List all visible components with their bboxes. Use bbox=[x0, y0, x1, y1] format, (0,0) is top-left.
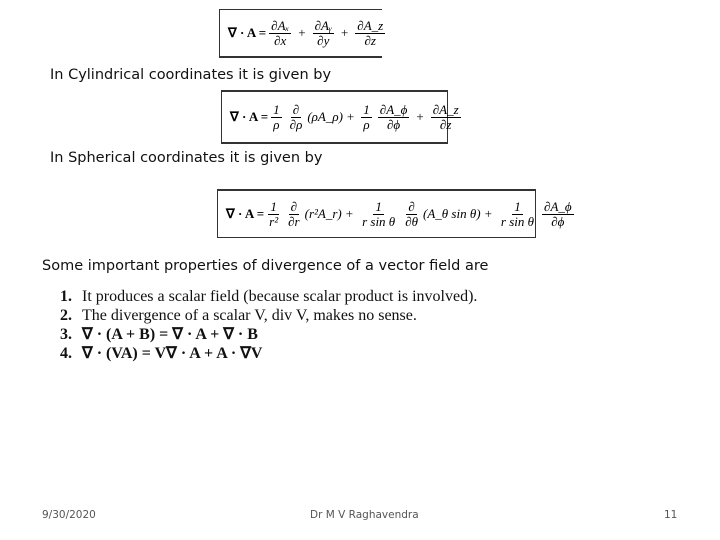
eq-lhs: ∇ · A = bbox=[230, 109, 269, 124]
footer-date: 9/30/2020 bbox=[42, 509, 96, 521]
list-item: 4. ∇ · (VA) = V∇ · A + A · ∇V bbox=[60, 345, 263, 362]
term-r: (r²A_r) bbox=[304, 206, 342, 221]
term-y: $\frac{\text{∂Aᵧ}}{\partial y}$ bbox=[314, 17, 332, 48]
term-x: $\frac{\text{∂Aₓ}}{\partial x}$ bbox=[271, 17, 290, 48]
cartesian-divergence-equation: ∇ · A = $\frac{\text{∂Aₓ}}{\partial x}$ + $\frac{\text{∂Aᵧ}}{\partial y}$ + $\frac{\partial A\_z}{\partial z}$ bbox=[219, 9, 382, 58]
term-z: $\frac{\partial A\_z}{\partial z}$ bbox=[432, 101, 459, 132]
eq-lhs: ∇ · A = bbox=[228, 25, 267, 40]
caption-spherical: In Spherical coordinates it is given by bbox=[50, 150, 323, 166]
cylindrical-divergence-equation: ∇ · A = $\frac{1}{\rho}$ $\frac{\partial}{\partial\rho}$ (ρA_ρ) + $\frac{1}{\rho}$ $\frac{\partial A\_\phi}{\partial\phi}$ + $\frac{\partial A\_z}{\partial z}$ bbox=[221, 90, 448, 144]
eq-lhs: ∇ · A = bbox=[226, 206, 265, 221]
footer-page-number: 11 bbox=[664, 509, 678, 521]
footer-author: Dr M V Raghavendra bbox=[310, 509, 419, 521]
list-item: 1. It produces a scalar field (because scalar product is involved). bbox=[60, 288, 478, 305]
term-phi: $\frac{\partial A\_\phi}{\partial\phi}$ bbox=[379, 101, 408, 132]
list-item: 3. ∇ · (A + B) = ∇ · A + ∇ · B bbox=[60, 326, 258, 343]
term-theta: (A_θ sin θ) bbox=[423, 206, 481, 221]
spherical-divergence-equation: ∇ · A = $\frac{1}{\text{r²}}$ $\frac{\partial}{\partial r}$ (r²A_r) + $\frac{1}{\text{r sin θ}}$ $\frac{\partial}{\partial\theta}$ (A_θ sin θ) + $\frac{1}{\text{r sin θ}}$ $\frac{\partial A\_\phi}{\partial\phi}$ bbox=[217, 189, 536, 238]
term-z: $\frac{\partial A\_z}{\partial z}$ bbox=[357, 17, 384, 48]
caption-cylindrical: In Cylindrical coordinates it is given by bbox=[50, 67, 332, 83]
properties-list bbox=[60, 287, 477, 363]
term-rho: (ρA_ρ) bbox=[307, 109, 343, 124]
term-phi: $\frac{\partial A\_\phi}{\partial\phi}$ bbox=[544, 198, 572, 229]
caption-properties: Some important properties of divergence of a vector field are bbox=[42, 258, 489, 274]
list-item: 2. The divergence of a scalar V, div V, makes no sense. bbox=[60, 307, 417, 324]
